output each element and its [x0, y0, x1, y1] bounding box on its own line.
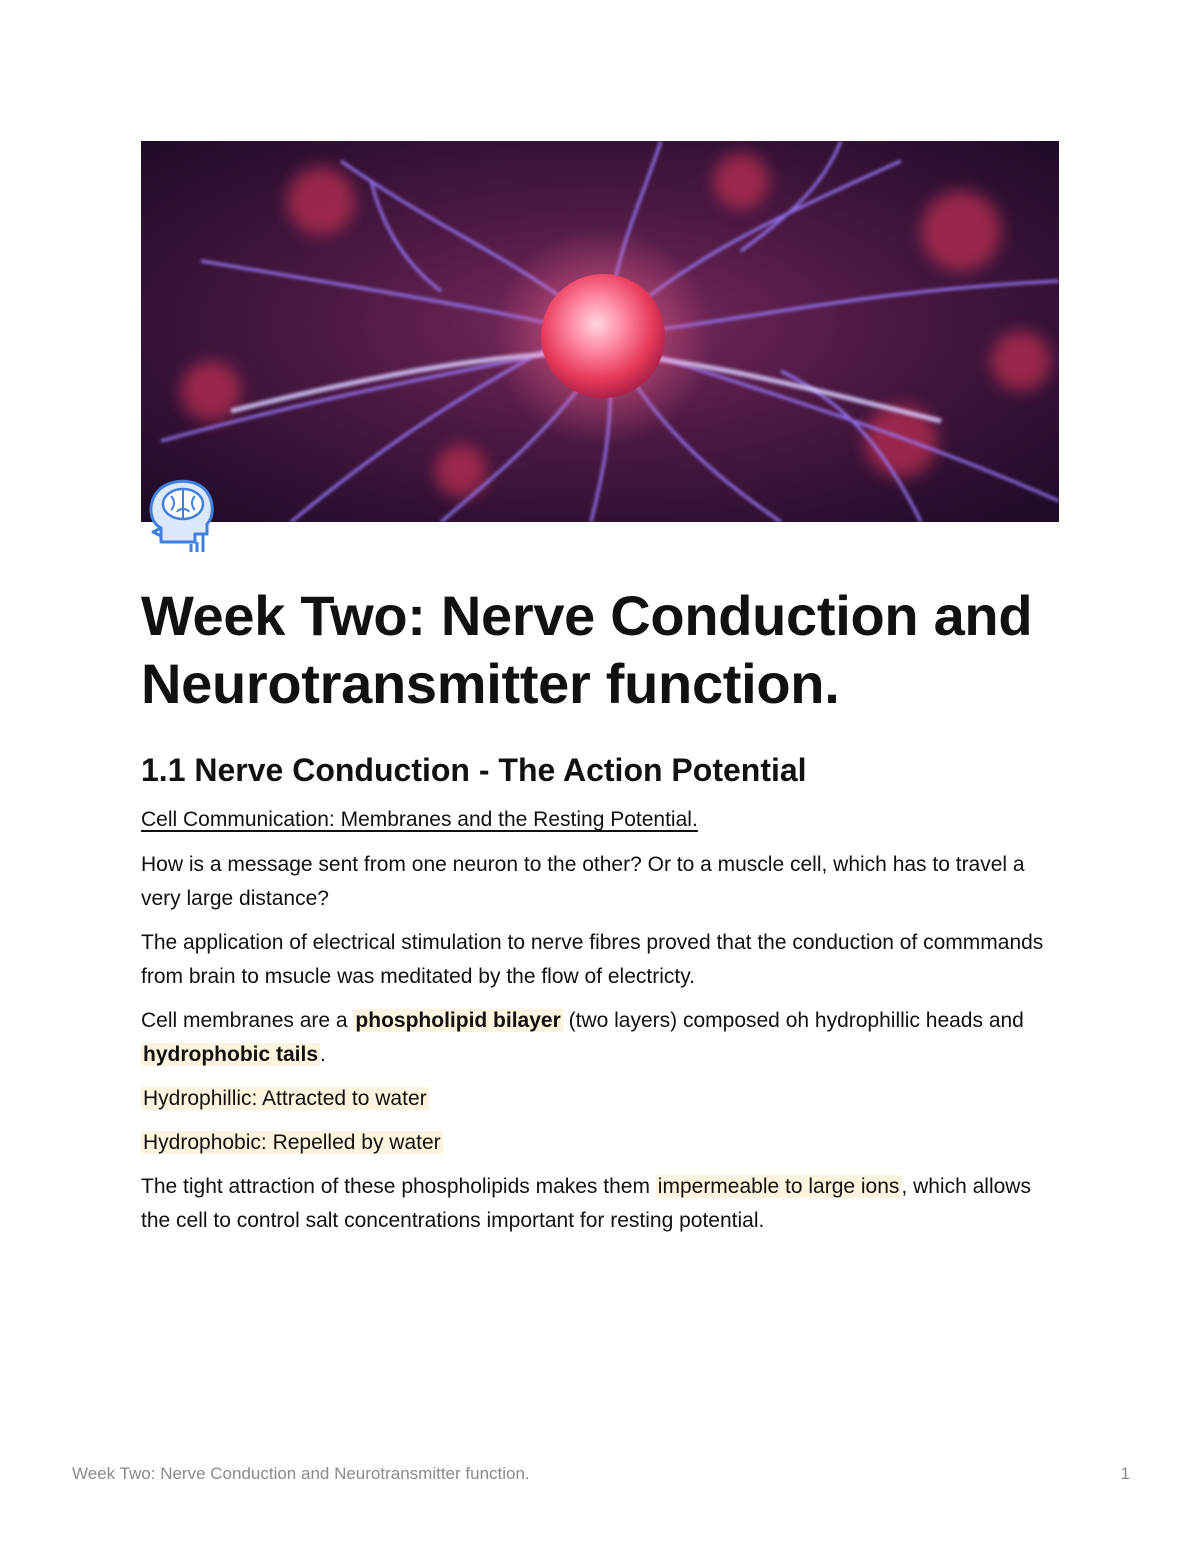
page-title: Week Two: Nerve Conduction and Neurotransmitter function.	[141, 584, 1033, 715]
plasma-ball-image	[141, 141, 1059, 522]
subheading: Cell Communication: Membranes and the Resting Potential.	[141, 808, 698, 831]
paragraph	[141, 1082, 1059, 1116]
paragraph	[141, 1004, 1059, 1072]
cover-image	[141, 141, 1059, 522]
paragraph: The application of electrical stimulation to nerve fibres proved that the conduction of commmands from brain to msucle was meditated by the flow of electricty.	[141, 931, 1044, 988]
highlighted-term: hydrophobic tails	[143, 1043, 319, 1066]
highlighted-definition: Hydrophobic: Repelled by water	[143, 1131, 441, 1154]
text-run: , which allows the cell to control salt concentrations important for resting potential.	[141, 1175, 1031, 1232]
text-run: Cell membranes are a	[141, 1009, 354, 1032]
page-number: 1	[1120, 1464, 1130, 1483]
paragraph	[141, 1170, 1059, 1238]
brain-head-icon	[141, 472, 223, 556]
footer-title: Week Two: Nerve Conduction and Neurotransmitter function.	[72, 1464, 530, 1483]
page-footer	[72, 1464, 1130, 1492]
text-run: (two layers) composed oh hydrophillic heads and	[562, 1009, 1024, 1032]
text-run: .	[320, 1043, 326, 1066]
page-content	[141, 582, 1059, 1238]
highlighted-definition: Hydrophillic: Attracted to water	[143, 1087, 427, 1110]
paragraph: How is a message sent from one neuron to the other? Or to a muscle cell, which has to travel a very large distance?	[141, 853, 1025, 910]
text-run: The tight attraction of these phospholipids makes them	[141, 1175, 656, 1198]
highlighted-term: phospholipid bilayer	[355, 1009, 561, 1032]
section-heading: 1.1 Nerve Conduction - The Action Potential	[141, 752, 807, 788]
paragraph	[141, 1126, 1059, 1160]
highlighted-phrase: impermeable to large ions	[657, 1175, 900, 1198]
